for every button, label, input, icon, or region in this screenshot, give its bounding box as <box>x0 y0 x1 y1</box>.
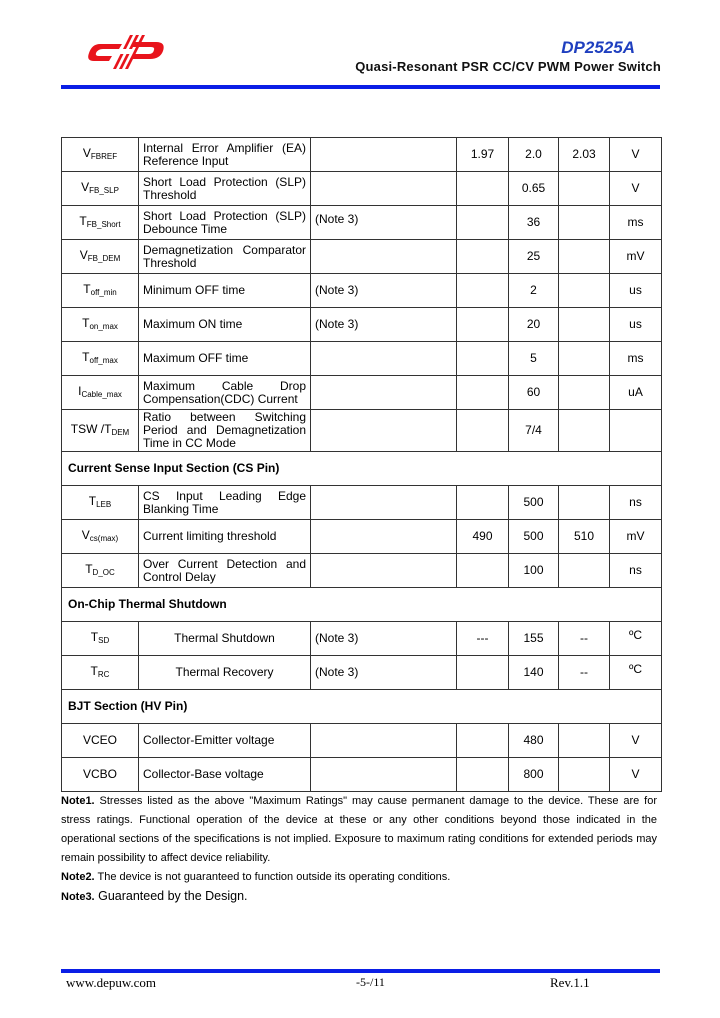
param-cell: Collector-Base voltage <box>139 758 311 792</box>
header-divider <box>61 85 660 89</box>
param-cell: Thermal Shutdown <box>139 622 311 656</box>
footer-divider <box>61 969 660 973</box>
symbol-subscript: LEB <box>96 499 112 509</box>
company-logo-icon <box>86 34 168 70</box>
symbol-subscript: FB_DEM <box>87 253 121 263</box>
note-3: Note3. Guaranteed by the Design. <box>61 889 248 903</box>
table-row <box>62 376 662 410</box>
max-cell <box>559 724 610 758</box>
typ-cell: 20 <box>509 308 559 342</box>
table-row <box>62 622 662 656</box>
min-cell: --- <box>457 622 509 656</box>
min-cell <box>457 554 509 588</box>
typ-cell: 2 <box>509 274 559 308</box>
max-cell: -- <box>559 656 610 690</box>
electrical-characteristics-table <box>61 137 662 792</box>
notes-section <box>61 792 657 907</box>
typ-cell: 500 <box>509 486 559 520</box>
symbol-main: V <box>81 527 90 542</box>
table-row <box>62 656 662 690</box>
param-cell: Short Load Protection (SLP) Debounce Time <box>139 206 311 240</box>
max-cell <box>559 758 610 792</box>
footer-website[interactable]: www.depuw.com <box>66 975 157 990</box>
param-cell: Thermal Recovery <box>139 656 311 690</box>
symbol-cell <box>62 138 139 172</box>
param-cell: Internal Error Amplifier (EA) Reference Input <box>139 138 311 172</box>
param-cell: Maximum Cable Drop Compensation(CDC) Current <box>139 376 311 410</box>
symbol-subscript: D_OC <box>92 567 115 577</box>
min-cell <box>457 410 509 452</box>
section-title: BJT Section (HV Pin) <box>62 690 662 724</box>
section-header-row <box>62 452 662 486</box>
condition-cell: (Note 3) <box>311 206 457 240</box>
symbol-main: T <box>79 213 87 228</box>
condition-cell <box>311 240 457 274</box>
condition-cell <box>311 172 457 206</box>
min-cell <box>457 274 509 308</box>
condition-cell <box>311 758 457 792</box>
symbol-main: V <box>81 179 90 194</box>
condition-cell <box>311 342 457 376</box>
symbol-main: T <box>85 561 93 576</box>
symbol-main: T <box>90 629 99 644</box>
symbol-main: I <box>78 383 82 398</box>
min-cell <box>457 206 509 240</box>
table-row <box>62 206 662 240</box>
table-row <box>62 554 662 588</box>
table-row <box>62 758 662 792</box>
unit-cell: ns <box>610 554 662 588</box>
condition-cell <box>311 486 457 520</box>
typ-cell: 480 <box>509 724 559 758</box>
unit-cell <box>610 410 662 452</box>
max-cell <box>559 376 610 410</box>
table-row <box>62 520 662 554</box>
unit-cell: ms <box>610 206 662 240</box>
condition-cell: (Note 3) <box>311 274 457 308</box>
symbol-subscript: off_min <box>90 287 117 297</box>
symbol-subscript: DEM <box>111 427 130 437</box>
typ-cell: 25 <box>509 240 559 274</box>
param-cell: Minimum OFF time <box>139 274 311 308</box>
max-cell: 510 <box>559 520 610 554</box>
symbol-main: T <box>82 349 90 364</box>
unit-cell: us <box>610 308 662 342</box>
min-cell <box>457 308 509 342</box>
symbol-cell <box>62 554 139 588</box>
condition-cell: (Note 3) <box>311 656 457 690</box>
max-cell <box>559 206 610 240</box>
condition-cell <box>311 520 457 554</box>
typ-cell: 100 <box>509 554 559 588</box>
symbol-main: V <box>79 247 88 262</box>
min-cell <box>457 486 509 520</box>
condition-cell <box>311 554 457 588</box>
typ-cell: 36 <box>509 206 559 240</box>
unit-cell: uA <box>610 376 662 410</box>
typ-cell: 7/4 <box>509 410 559 452</box>
table-row <box>62 138 662 172</box>
symbol-subscript: FBREF <box>90 151 118 161</box>
symbol-cell <box>62 410 139 452</box>
symbol-subscript: on_max <box>89 321 118 331</box>
symbol-main: TSW /T <box>70 421 112 436</box>
symbol-cell <box>62 724 139 758</box>
condition-cell <box>311 376 457 410</box>
symbol-subscript: SD <box>98 635 110 645</box>
unit-cell: V <box>610 138 662 172</box>
max-cell <box>559 486 610 520</box>
symbol-cell <box>62 342 139 376</box>
unit-cell: mV <box>610 240 662 274</box>
symbol-cell <box>62 240 139 274</box>
param-cell: Ratio between Switching Period and Demagnetization Time in CC Mode <box>139 410 311 452</box>
symbol-subscript: FB_Short <box>86 219 121 229</box>
param-cell: Current limiting threshold <box>139 520 311 554</box>
symbol-cell <box>62 486 139 520</box>
max-cell <box>559 240 610 274</box>
min-cell <box>457 656 509 690</box>
param-cell: Demagnetization Comparator Threshold <box>139 240 311 274</box>
min-cell: 490 <box>457 520 509 554</box>
min-cell <box>457 172 509 206</box>
max-cell <box>559 554 610 588</box>
typ-cell: 5 <box>509 342 559 376</box>
symbol-main: VCBO <box>82 767 117 781</box>
min-cell <box>457 724 509 758</box>
table-row <box>62 240 662 274</box>
typ-cell: 800 <box>509 758 559 792</box>
document-subtitle: Quasi-Resonant PSR CC/CV PWM Power Switch <box>355 59 661 74</box>
condition-cell: (Note 3) <box>311 308 457 342</box>
table-row <box>62 172 662 206</box>
unit-cell: ns <box>610 486 662 520</box>
unit-cell: us <box>610 274 662 308</box>
max-cell: 2.03 <box>559 138 610 172</box>
section-header-row <box>62 690 662 724</box>
section-header-row <box>62 588 662 622</box>
min-cell <box>457 376 509 410</box>
param-cell: Collector-Emitter voltage <box>139 724 311 758</box>
condition-cell <box>311 138 457 172</box>
param-cell: Maximum ON time <box>139 308 311 342</box>
typ-cell: 155 <box>509 622 559 656</box>
table-row <box>62 342 662 376</box>
unit-cell: ms <box>610 342 662 376</box>
unit-cell: ºC <box>610 656 662 690</box>
section-title: Current Sense Input Section (CS Pin) <box>62 452 662 486</box>
symbol-main: T <box>88 493 97 508</box>
symbol-main: T <box>82 315 90 330</box>
unit-cell: V <box>610 724 662 758</box>
typ-cell: 140 <box>509 656 559 690</box>
footer-revision: Rev.1.1 <box>550 975 590 990</box>
table-row <box>62 724 662 758</box>
symbol-subscript: Cable_max <box>81 389 122 399</box>
typ-cell: 500 <box>509 520 559 554</box>
symbol-cell <box>62 376 139 410</box>
symbol-cell <box>62 308 139 342</box>
param-cell: Short Load Protection (SLP) Threshold <box>139 172 311 206</box>
typ-cell: 60 <box>509 376 559 410</box>
unit-cell: V <box>610 172 662 206</box>
param-cell: CS Input Leading Edge Blanking Time <box>139 486 311 520</box>
min-cell <box>457 240 509 274</box>
note-1: Note1. Stresses listed as the above "Maximum Ratings" may cause permanent damage to the device. These are for stress ratings. Functional operation of the device at these or any other conditions beyond those indicated in the operational sections of the specifications is not implied. Exposure to maximum rating conditions for extended periods may remain possibility to affect device reliability. <box>61 795 657 864</box>
max-cell <box>559 410 610 452</box>
symbol-cell <box>62 758 139 792</box>
table-row <box>62 308 662 342</box>
max-cell <box>559 274 610 308</box>
symbol-main: V <box>82 145 91 160</box>
typ-cell: 0.65 <box>509 172 559 206</box>
condition-cell: (Note 3) <box>311 622 457 656</box>
symbol-cell <box>62 274 139 308</box>
symbol-main: T <box>90 663 98 678</box>
part-number: DP2525A <box>561 38 635 57</box>
condition-cell <box>311 724 457 758</box>
symbol-subscript: off_max <box>89 355 118 365</box>
min-cell: 1.97 <box>457 138 509 172</box>
max-cell <box>559 308 610 342</box>
symbol-cell <box>62 520 139 554</box>
condition-cell <box>311 410 457 452</box>
max-cell <box>559 172 610 206</box>
symbol-cell <box>62 206 139 240</box>
symbol-main: T <box>83 281 91 296</box>
max-cell: -- <box>559 622 610 656</box>
min-cell <box>457 342 509 376</box>
table-row <box>62 410 662 452</box>
footer-page-number: -5-/11 <box>356 975 385 989</box>
section-title: On-Chip Thermal Shutdown <box>62 588 662 622</box>
note-2: Note2. The device is not guaranteed to function outside its operating conditions. <box>61 871 451 883</box>
table-row <box>62 486 662 520</box>
param-cell: Maximum OFF time <box>139 342 311 376</box>
symbol-cell <box>62 656 139 690</box>
symbol-subscript: cs(max) <box>89 533 119 543</box>
symbol-cell <box>62 622 139 656</box>
param-cell: Over Current Detection and Control Delay <box>139 554 311 588</box>
max-cell <box>559 342 610 376</box>
unit-cell: V <box>610 758 662 792</box>
symbol-subscript: RC <box>97 669 110 679</box>
symbol-main: VCEO <box>82 733 117 747</box>
unit-cell: mV <box>610 520 662 554</box>
symbol-subscript: FB_SLP <box>89 185 119 195</box>
symbol-cell <box>62 172 139 206</box>
unit-cell: ºC <box>610 622 662 656</box>
typ-cell: 2.0 <box>509 138 559 172</box>
min-cell <box>457 758 509 792</box>
table-row <box>62 274 662 308</box>
